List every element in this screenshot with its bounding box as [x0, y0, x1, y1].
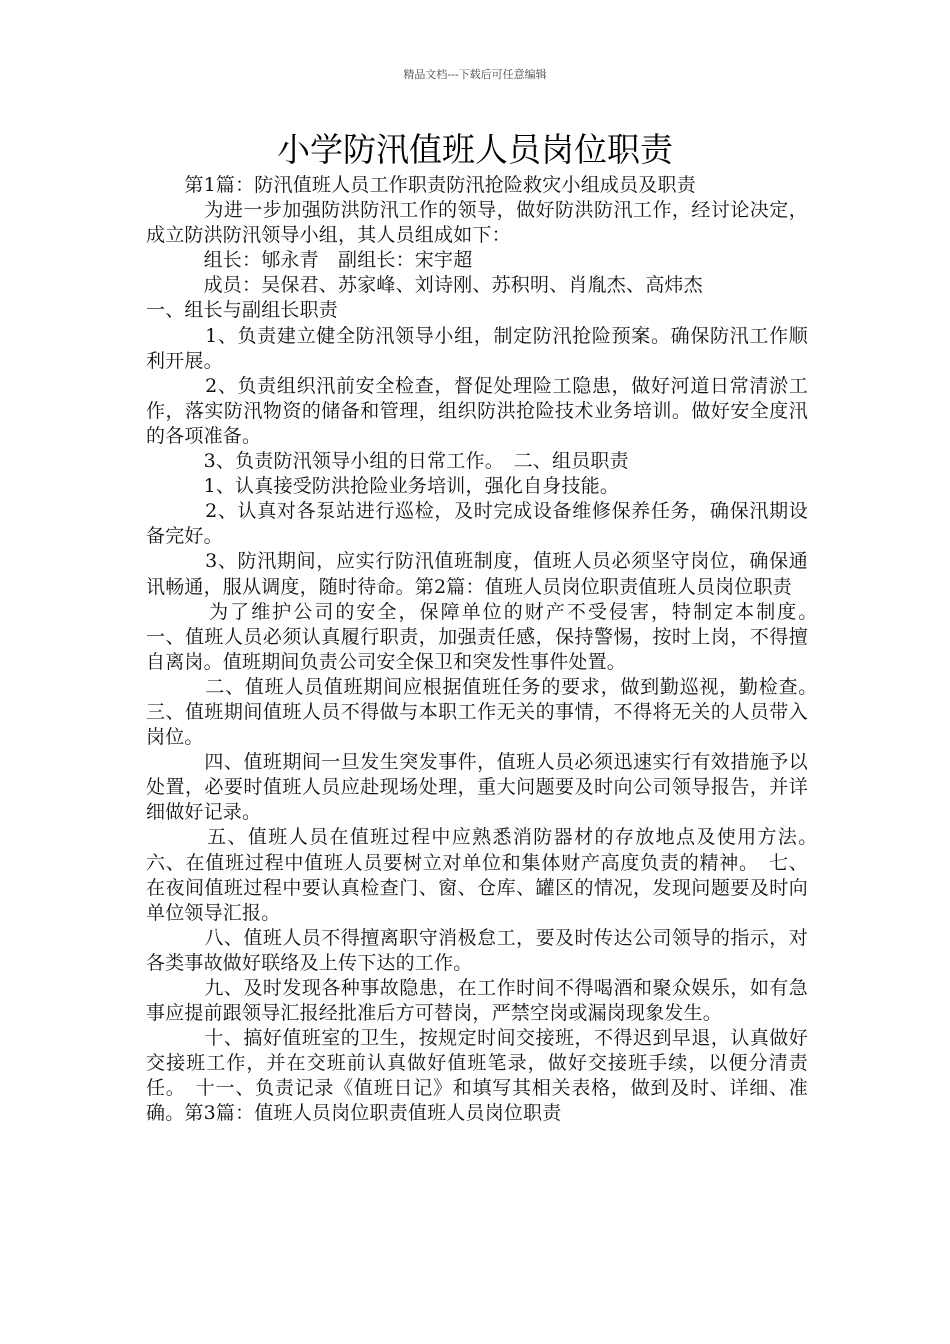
paragraph: 为进一步加强防洪防汛工作的领导，做好防洪防汛工作，经讨论决定，成立防洪防汛领导小组，其人员组成如下： — [146, 199, 808, 247]
document-title: 小学防汛值班人员岗位职责 — [277, 130, 673, 169]
paragraph: 九、及时发现各种事故隐患，在工作时间不得喝酒和聚众娱乐，如有急事应提前跟领导汇报经批准后方可替岗，严禁空岗或漏岗现象发生。 — [146, 977, 808, 1025]
page-header-note: 精品文档---下载后可任意编辑 — [403, 68, 547, 81]
paragraph: 五、值班人员在值班过程中应熟悉消防器材的存放地点及使用方法。 六、在值班过程中值班人员要树立对单位和集体财产高度负责的精神。 七、在夜间值班过程中要认真检查门、窗、仓库、罐区的情况，发现问题要及时向单位领导汇报。 — [146, 826, 828, 924]
paragraph: 成员：吴保君、苏家峰、刘诗刚、苏积明、肖胤杰、高炜杰 — [146, 274, 703, 297]
paragraph: 3、负责防汛领导小组的日常工作。 二、组员职责 — [146, 450, 629, 473]
paragraph: 二、值班人员值班期间应根据值班任务的要求，做到勤巡视，勤检查。 三、值班期间值班人员不得做与本职工作无关的事情，不得将无关的人员带入岗位。 — [146, 675, 828, 749]
paragraph: 一、组长与副组长职责 — [146, 299, 339, 322]
paragraph: 为了维护公司的安全，保障单位的财产不受侵害，特制定本制度。 一、值班人员必须认真履行职责，加强责任感，保持警惕，按时上岗，不得擅自离岗。值班期间负责公司安全保卫和突发性事件处置。 — [146, 600, 828, 673]
paragraph: 四、值班期间一旦发生突发事件，值班人员必须迅速实行有效措施予以处置，必要时值班人员应赴现场处理，重大问题要及时向公司领导报告，并详细做好记录。 — [146, 751, 808, 824]
paragraph: 1、认真接受防洪抢险业务培训，强化自身技能。 — [146, 475, 620, 498]
paragraph: 八、值班人员不得擅离职守消极怠工，要及时传达公司领导的指示，对各类事故做好联络及上传下达的工作。 — [146, 926, 808, 974]
paragraph: 组长：郇永青 副组长：宋宇超 — [146, 249, 473, 272]
paragraph: 十、搞好值班室的卫生，按规定时间交接班，不得迟到早退，认真做好交接班工作，并在交班前认真做好值班笔录，做好交接班手续，以便分清责任。 十一、负责记录《值班日记》和填写其相关表格，做到及时、详细、准确。第3篇：值班人员岗位职责值班人员岗位职责 — [146, 1027, 808, 1125]
document-body — [146, 173, 828, 1127]
paragraph: 2、认真对各泵站进行巡检，及时完成设备维修保养任务，确保汛期设备完好。 — [146, 500, 808, 548]
paragraph: 3、防汛期间，应实行防汛值班制度，值班人员必须坚守岗位，确保通讯畅通，服从调度，随时待命。第2篇：值班人员岗位职责值班人员岗位职责 — [146, 550, 808, 598]
paragraph: 第1篇：防汛值班人员工作职责防汛抢险救灾小组成员及职责 — [146, 174, 696, 196]
paragraph: 2、负责组织汛前安全检查，督促处理险工隐患，做好河道日常清淤工作，落实防汛物资的储备和管理，组织防洪抢险技术业务培训。做好安全度汛的各项准备。 — [146, 374, 808, 447]
paragraph: 1、负责建立健全防汛领导小组，制定防汛抢险预案。确保防汛工作顺利开展。 — [146, 324, 808, 372]
